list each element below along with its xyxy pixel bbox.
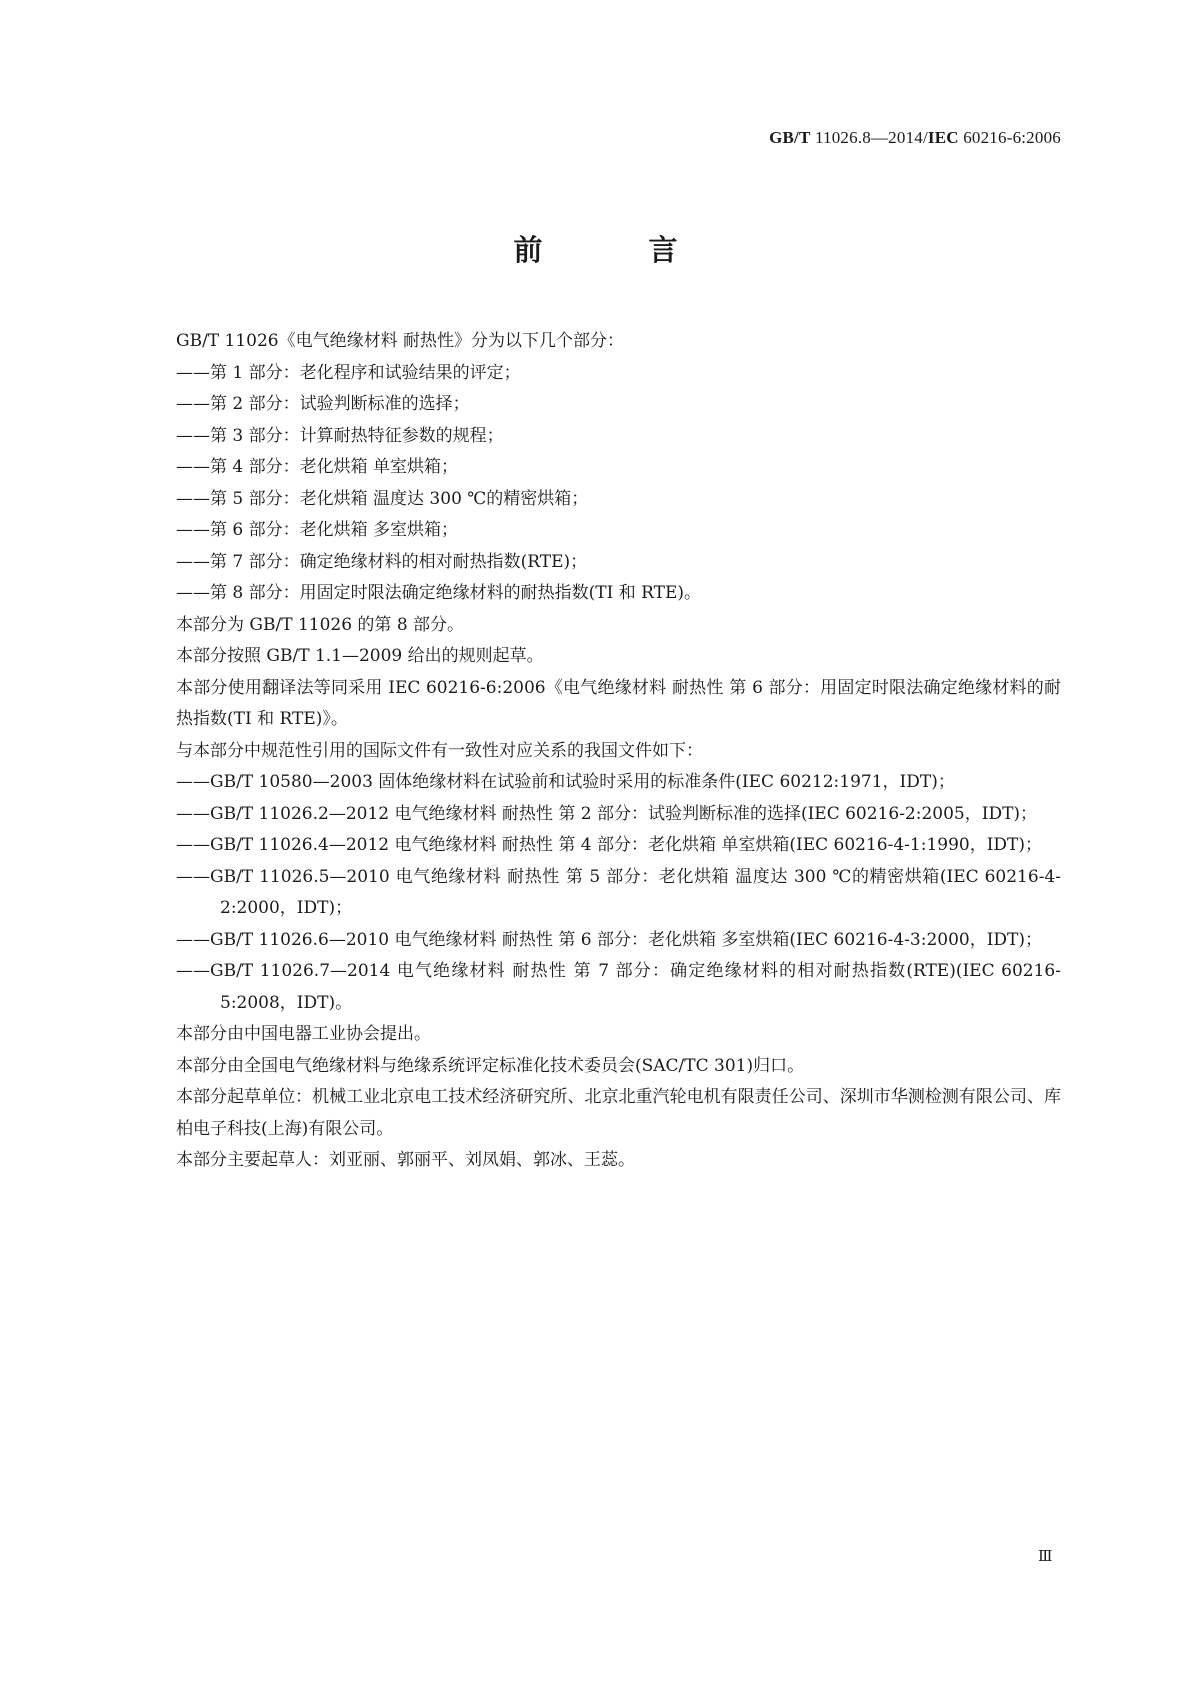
page-number: Ⅲ (1038, 1549, 1053, 1565)
paragraph: 本部分起草单位：机械工业北京电工技术经济研究所、北京北重汽轮电机有限责任公司、深圳市华测检测有限公司、库柏电子科技(上海)有限公司。 (176, 1087, 1061, 1139)
part-item: ——第 6 部分：老化烘箱 多室烘箱； (176, 520, 459, 540)
code-prefix: GB/T (769, 128, 811, 147)
foreword-body (176, 326, 1061, 1177)
code-iec: IEC (927, 128, 959, 147)
paragraph: 本部分为 GB/T 11026 的第 8 部分。 (176, 614, 465, 635)
part-item: ——第 5 部分：老化烘箱 温度达 300 ℃的精密烘箱； (176, 488, 589, 509)
paragraph: 本部分由全国电气绝缘材料与绝缘系统评定标准化技术委员会(SAC/TC 301)归口。 (176, 1055, 805, 1076)
code-iec-number: 60216-6:2006 (963, 128, 1061, 147)
part-item: ——第 2 部分：试验判断标准的选择； (176, 394, 470, 414)
reference-item: ——GB/T 11026.6—2010 电气绝缘材料 耐热性 第 6 部分：老化烘箱 多室烘箱(IEC 60216-4-3:2000，IDT)； (176, 929, 1043, 950)
paragraph: 本部分由中国电器工业协会提出。 (176, 1024, 431, 1044)
reference-item: ——GB/T 11026.2—2012 电气绝缘材料 耐热性 第 2 部分：试验判断标准的选择(IEC 60216-2:2005，IDT)； (176, 803, 1038, 824)
part-item: ——第 1 部分：老化程序和试验结果的评定； (176, 362, 521, 383)
part-item: ——第 8 部分：用固定时限法确定绝缘材料的耐热指数(TI 和 RTE)。 (176, 583, 701, 603)
intro-paragraph: GB/T 11026《电气绝缘材料 耐热性》分为以下几个部分： (176, 331, 625, 351)
paragraph: 本部分使用翻译法等同采用 IEC 60216-6:2006《电气绝缘材料 耐热性 第 6 部分：用固定时限法确定绝缘材料的耐热指数(TI 和 RTE)》。 (176, 677, 1061, 729)
paragraph: 与本部分中规范性引用的国际文件有一致性对应关系的我国文件如下： (176, 740, 703, 761)
page-title: 前 言 (513, 233, 726, 267)
part-item: ——第 4 部分：老化烘箱 单室烘箱； (176, 457, 459, 477)
code-number: 11026.8—2014/ (814, 128, 928, 147)
part-item: ——第 7 部分：确定绝缘材料的相对耐热指数(RTE)； (176, 551, 588, 572)
reference-item: ——GB/T 11026.4—2012 电气绝缘材料 耐热性 第 4 部分：老化烘箱 单室烘箱(IEC 60216-4-1:1990，IDT)； (176, 835, 1043, 855)
document-code (769, 128, 1061, 148)
reference-item: ——GB/T 11026.7—2014 电气绝缘材料 耐热性 第 7 部分：确定绝缘材料的相对耐热指数(RTE)(IEC 60216-5:2008，IDT)。 (176, 961, 1061, 1013)
paragraph: 本部分按照 GB/T 1.1—2009 给出的规则起草。 (176, 646, 544, 666)
reference-item: ——GB/T 10580—2003 固体绝缘材料在试验前和试验时采用的标准条件(IEC 60212:1971，IDT)； (176, 772, 955, 792)
part-item: ——第 3 部分：计算耐热特征参数的规程； (176, 425, 504, 446)
paragraph: 本部分主要起草人：刘亚丽、郭丽平、刘凤娟、郭冰、王蕊。 (176, 1150, 635, 1170)
reference-item: ——GB/T 11026.5—2010 电气绝缘材料 耐热性 第 5 部分：老化烘箱 温度达 300 ℃的精密烘箱(IEC 60216-4-2:2000，IDT)； (176, 866, 1061, 918)
